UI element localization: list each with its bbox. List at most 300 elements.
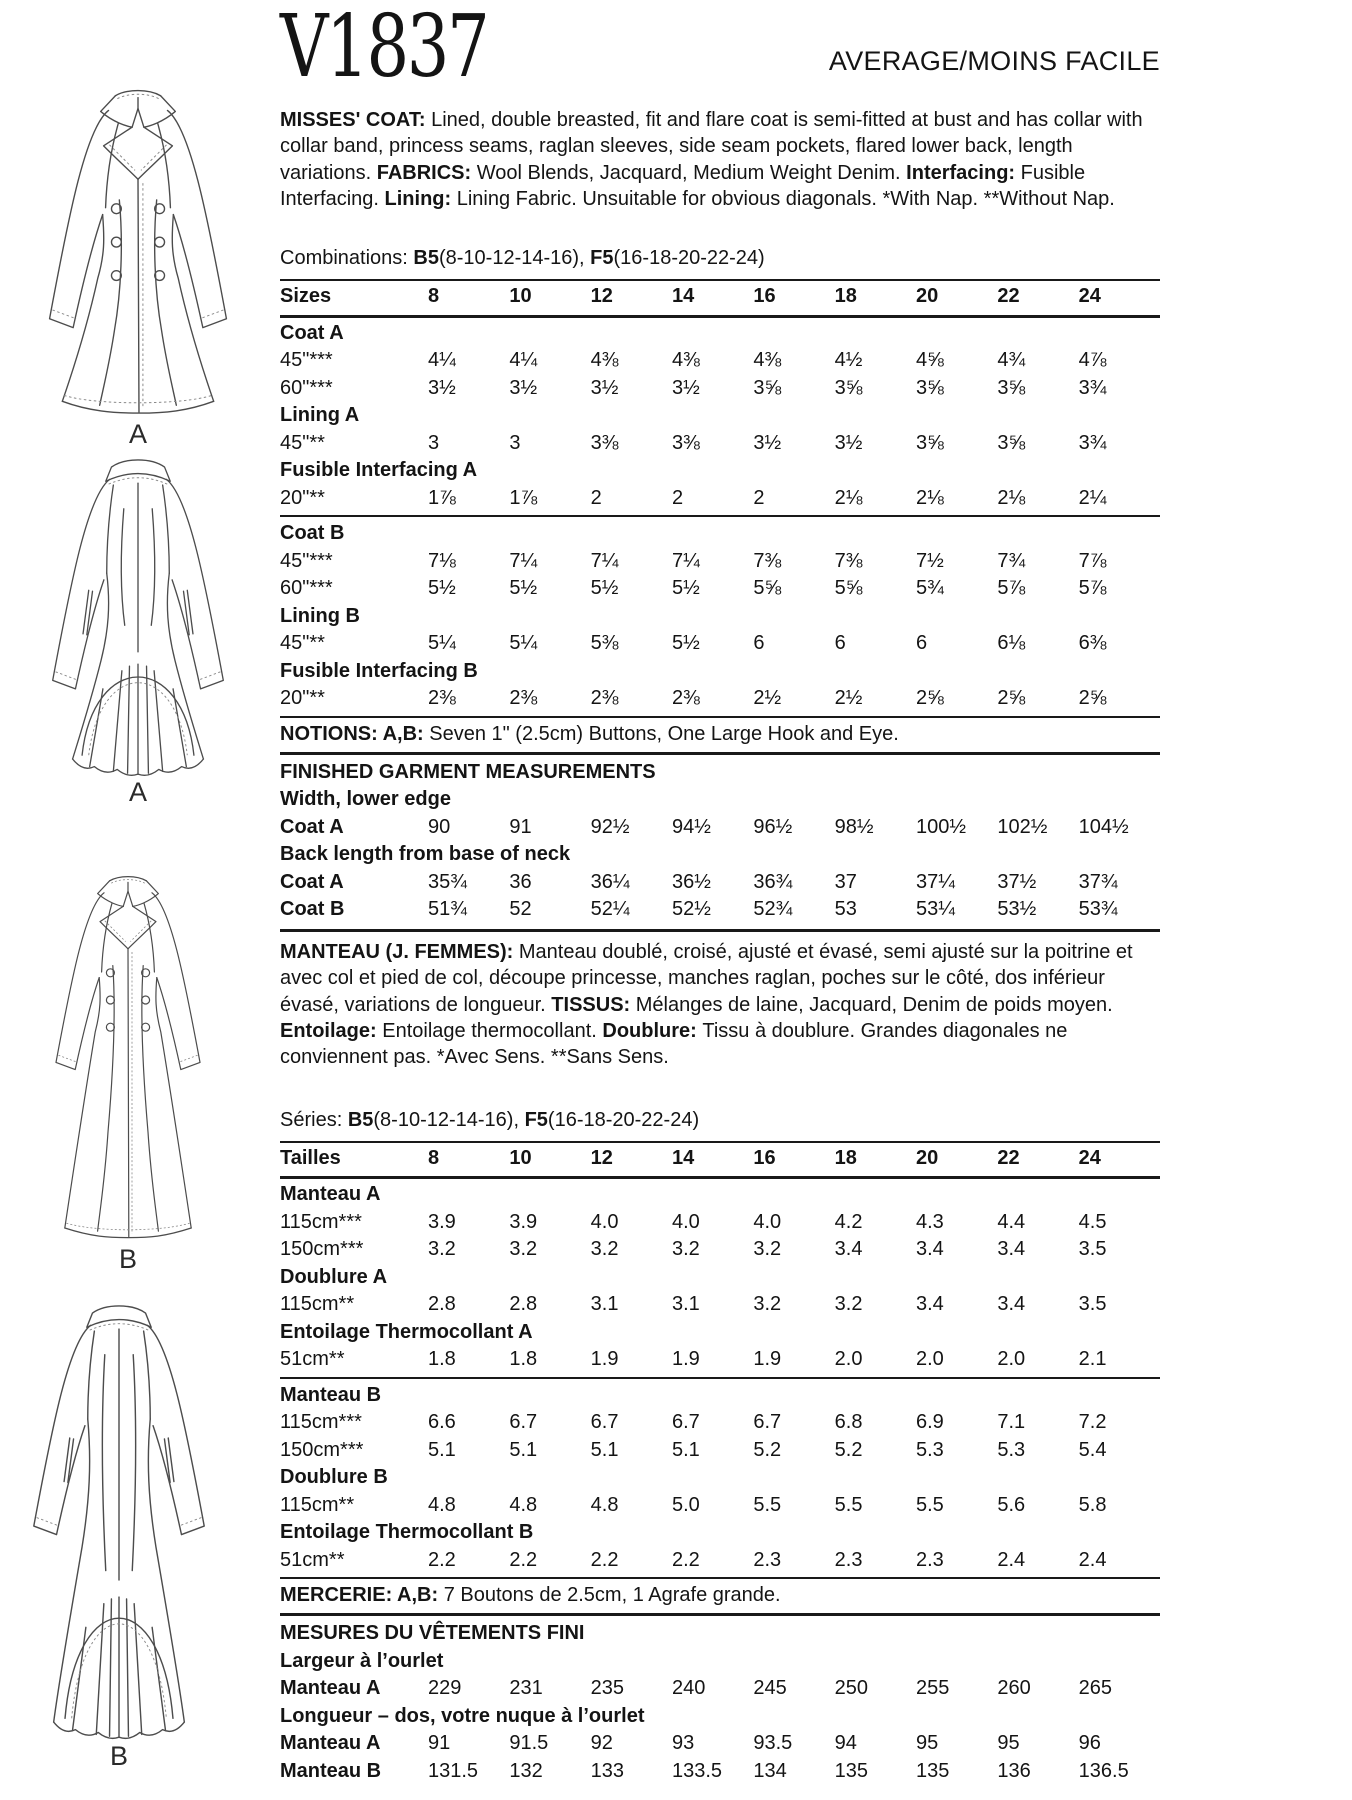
value-cell: 5½	[428, 577, 456, 600]
section-label: MESURES DU VÊTEMENTS FINI	[280, 1622, 585, 1645]
section-label: Coat B	[280, 522, 345, 545]
value-cell: 3.2	[834, 1293, 863, 1316]
row-label: Coat A	[280, 815, 344, 838]
value-cell: 4⅜	[672, 349, 700, 372]
value-cell: 4⅜	[590, 349, 619, 372]
pattern-number: V1837	[280, 0, 488, 97]
value-cell: 91	[428, 1732, 451, 1755]
text-segment: Lined, double breasted, fit and flare coat is semi-fitted at bust and has collar with collar band, princess seams, raglan sleeves, side seam pockets, flared lower back, length variations.	[280, 108, 1143, 184]
column-header: 10	[509, 285, 532, 308]
value-cell: 4.0	[672, 1210, 700, 1233]
section-label: Coat A	[280, 321, 344, 344]
value-cell: 2⅝	[997, 687, 1026, 710]
value-cell: 3.2	[672, 1238, 700, 1261]
value-cell: 4.0	[590, 1210, 619, 1233]
value-cell: 3½	[509, 376, 538, 399]
column-header: 22	[997, 285, 1020, 308]
value-cell: 91	[509, 815, 532, 838]
row-label: 45"**	[280, 431, 325, 454]
value-cell: 3	[509, 431, 521, 454]
column-header: 12	[590, 285, 613, 308]
value-cell: 52	[509, 898, 532, 921]
value-cell: 7½	[916, 549, 944, 572]
value-cell: 4⅞	[1078, 349, 1107, 372]
value-cell: 2½	[834, 687, 863, 710]
value-cell: 235	[590, 1677, 625, 1700]
value-cell: 53	[834, 898, 857, 921]
yardage-table-french	[280, 1143, 1160, 1575]
text-segment: MISSES' COAT:	[280, 108, 432, 131]
coat-a-front-figure	[14, 80, 262, 448]
value-cell: 131.5	[428, 1759, 479, 1782]
section-label: Manteau A	[280, 1183, 381, 1206]
value-cell: 231	[509, 1677, 543, 1700]
notions-line	[280, 718, 1160, 752]
section-label: Fusible Interfacing B	[280, 659, 478, 682]
coat-a-back-drawing	[29, 450, 247, 777]
section-label: Width, lower edge	[280, 788, 451, 811]
value-cell: 1⅞	[509, 486, 538, 509]
value-cell: 52½	[672, 898, 711, 921]
value-cell: 3.2	[753, 1293, 782, 1316]
value-cell: 35¾	[428, 870, 467, 893]
value-cell: 98½	[834, 815, 874, 838]
value-cell: 2.3	[834, 1548, 863, 1571]
table-rule	[280, 315, 1160, 318]
value-cell: 91.5	[509, 1732, 549, 1755]
column-header: 8	[428, 1146, 440, 1169]
text-segment: Lining:	[384, 187, 457, 210]
column-header: 20	[916, 1146, 939, 1169]
combinations-line	[280, 245, 1160, 279]
value-cell: 3.4	[997, 1238, 1026, 1261]
value-cell: 5⅝	[753, 577, 782, 600]
value-cell: 7¼	[590, 549, 619, 572]
value-cell: 5.8	[1078, 1493, 1107, 1516]
row-label: 115cm***	[280, 1411, 362, 1434]
text-segment: (16-18-20-22-24)	[547, 1108, 700, 1131]
text-segment: (16-18-20-22-24)	[613, 247, 765, 270]
value-cell: 7.1	[997, 1411, 1026, 1434]
value-cell: 37¾	[1078, 870, 1118, 893]
value-cell: 36½	[672, 870, 711, 893]
value-cell: 7⅜	[834, 549, 863, 572]
text-segment: FABRICS:	[376, 161, 477, 184]
value-cell: 2⅜	[590, 687, 619, 710]
value-cell: 4.8	[590, 1493, 619, 1516]
value-cell: 3.4	[916, 1238, 944, 1261]
value-cell: 2.3	[753, 1548, 782, 1571]
value-cell: 5⅞	[997, 577, 1026, 600]
value-cell: 7¼	[672, 549, 700, 572]
value-cell: 2⅛	[997, 486, 1026, 509]
value-cell: 102½	[997, 815, 1048, 838]
text-segment: Entoilage thermocollant.	[382, 1020, 603, 1043]
value-cell: 6.6	[428, 1411, 456, 1434]
value-cell: 2.0	[916, 1348, 944, 1371]
value-cell: 250	[834, 1677, 869, 1700]
value-cell: 2	[753, 486, 765, 509]
row-label: 115cm***	[280, 1210, 362, 1233]
value-cell: 132	[509, 1759, 543, 1782]
value-cell: 7⅜	[753, 549, 782, 572]
figure-label: B	[118, 1244, 137, 1274]
value-cell: 1⅞	[428, 486, 456, 509]
section-label: Entoilage Thermocollant A	[280, 1320, 533, 1343]
mercerie-line	[280, 1579, 1160, 1613]
text-segment: B5	[347, 1108, 374, 1131]
value-cell: 92	[590, 1732, 613, 1755]
series-line	[280, 1107, 1160, 1141]
value-cell: 92½	[590, 815, 630, 838]
figure-label: B	[109, 1741, 128, 1771]
value-cell: 3⅝	[916, 376, 944, 399]
value-cell: 7.2	[1078, 1411, 1107, 1434]
value-cell: 3⅝	[916, 431, 944, 454]
french-description	[280, 939, 1160, 1071]
value-cell: 3⅝	[997, 376, 1026, 399]
value-cell: 2.2	[672, 1548, 700, 1571]
value-cell: 2⅜	[672, 687, 700, 710]
value-cell: 1.9	[672, 1348, 700, 1371]
value-cell: 6.8	[834, 1411, 863, 1434]
value-cell: 6.7	[509, 1411, 538, 1434]
value-cell: 2⅜	[509, 687, 538, 710]
column-header: 18	[834, 285, 857, 308]
divider	[280, 1613, 1160, 1616]
value-cell: 136	[997, 1759, 1031, 1782]
value-cell: 2.0	[997, 1348, 1026, 1371]
value-cell: 2.3	[916, 1548, 944, 1571]
text-segment: Tissu à doublure. Grandes diagonales ne conviennent pas. *Avec Sens. **Sans Sens.	[280, 1020, 1068, 1069]
value-cell: 2⅜	[428, 687, 456, 710]
text-segment: Fusible Interfacing.	[280, 161, 1086, 210]
column-header: 14	[672, 285, 695, 308]
value-cell: 2.2	[428, 1548, 456, 1571]
value-cell: 2	[590, 486, 602, 509]
value-cell: 245	[753, 1677, 787, 1700]
section-label: Fusible Interfacing A	[280, 459, 478, 482]
value-cell: 52¼	[590, 898, 630, 921]
value-cell: 3.9	[509, 1210, 538, 1233]
finished-measurements-table	[280, 759, 1160, 924]
text-segment: Combinations:	[280, 247, 414, 270]
value-cell: 2.4	[997, 1548, 1026, 1571]
main-column	[280, 0, 1160, 1785]
column-header: 10	[509, 1146, 532, 1169]
section-label: Lining A	[280, 404, 360, 427]
section-label: FINISHED GARMENT MEASUREMENTS	[280, 760, 656, 783]
value-cell: 51¾	[428, 898, 467, 921]
value-cell: 240	[672, 1677, 706, 1700]
value-cell: 3.9	[428, 1210, 456, 1233]
column-header: 20	[916, 285, 939, 308]
value-cell: 36	[509, 870, 532, 893]
value-cell: 5.2	[753, 1438, 782, 1461]
coat-a-front-drawing	[25, 80, 251, 419]
coat-a-back-figure	[18, 450, 258, 806]
value-cell: 53½	[997, 898, 1037, 921]
value-cell: 255	[916, 1677, 950, 1700]
value-cell: 5.1	[672, 1438, 700, 1461]
value-cell: 5½	[672, 577, 700, 600]
column-header: 8	[428, 285, 440, 308]
value-cell: 7⅞	[1078, 549, 1107, 572]
value-cell: 96	[1078, 1732, 1101, 1755]
difficulty-label: AVERAGE/MOINS FACILE	[828, 46, 1160, 76]
value-cell: 2.2	[590, 1548, 619, 1571]
value-cell: 1.8	[428, 1348, 456, 1371]
value-cell: 3½	[590, 376, 619, 399]
value-cell: 3⅜	[672, 431, 700, 454]
column-header: 22	[997, 1146, 1020, 1169]
row-label: 45"***	[280, 349, 333, 372]
value-cell: 36¾	[753, 870, 793, 893]
row-label: 20"**	[280, 486, 325, 509]
value-cell: 4.5	[1078, 1210, 1107, 1233]
value-cell: 4.4	[997, 1210, 1026, 1233]
column-header: 16	[753, 1146, 776, 1169]
value-cell: 6.7	[753, 1411, 782, 1434]
row-label: 60"***	[280, 577, 333, 600]
text-segment: Lining Fabric. Unsuitable for obvious diagonals. *With Nap. **Without Nap.	[456, 187, 1115, 210]
value-cell: 104½	[1078, 815, 1129, 838]
text-segment: Mélanges de laine, Jacquard, Denim de poids moyen.	[635, 993, 1113, 1016]
section-label: Doublure B	[280, 1466, 388, 1489]
value-cell: 1.8	[509, 1348, 538, 1371]
value-cell: 3¾	[1078, 431, 1107, 454]
value-cell: 4.8	[428, 1493, 456, 1516]
column-header: 24	[1078, 285, 1101, 308]
value-cell: 52¾	[753, 898, 793, 921]
text-segment: NOTIONS: A,B:	[280, 722, 430, 745]
column-header: 18	[834, 1146, 857, 1169]
coat-b-front-figure	[36, 868, 220, 1273]
value-cell: 3.5	[1078, 1238, 1107, 1261]
value-cell: 7¼	[509, 549, 538, 572]
value-cell: 5.5	[834, 1493, 863, 1516]
value-cell: 229	[428, 1677, 462, 1700]
section-label: Largeur à l’ourlet	[280, 1649, 444, 1672]
text-segment: MERCERIE: A,B:	[280, 1584, 444, 1607]
row-label: 60"***	[280, 376, 333, 399]
text-segment: Seven 1" (2.5cm) Buttons, One Large Hook and Eye.	[429, 722, 899, 745]
value-cell: 2.8	[509, 1293, 538, 1316]
value-cell: 134	[753, 1759, 787, 1782]
value-cell: 93.5	[753, 1732, 793, 1755]
coat-b-back-drawing	[10, 1296, 228, 1741]
value-cell: 1.9	[590, 1348, 619, 1371]
value-cell: 94	[834, 1732, 857, 1755]
value-cell: 4⅝	[916, 349, 944, 372]
row-label: Manteau A	[280, 1677, 381, 1700]
text-segment: F5	[524, 1108, 548, 1131]
value-cell: 3.2	[753, 1238, 782, 1261]
value-cell: 2.2	[509, 1548, 538, 1571]
value-cell: 136.5	[1078, 1759, 1129, 1782]
section-label: Doublure A	[280, 1265, 388, 1288]
value-cell: 4.0	[753, 1210, 782, 1233]
value-cell: 5½	[672, 632, 700, 655]
value-cell: 2	[672, 486, 684, 509]
value-cell: 93	[672, 1732, 695, 1755]
text-segment: (8-10-12-14-16),	[373, 1108, 525, 1131]
column-header: Sizes	[280, 285, 332, 308]
value-cell: 5¼	[428, 632, 456, 655]
value-cell: 6.9	[916, 1411, 944, 1434]
value-cell: 5.2	[834, 1438, 863, 1461]
text-segment: Séries:	[280, 1108, 348, 1131]
value-cell: 3.2	[509, 1238, 538, 1261]
value-cell: 6.7	[672, 1411, 700, 1434]
value-cell: 2.8	[428, 1293, 456, 1316]
value-cell: 2⅝	[916, 687, 944, 710]
value-cell: 5.1	[428, 1438, 456, 1461]
value-cell: 5¾	[916, 577, 944, 600]
value-cell: 5.5	[916, 1493, 944, 1516]
value-cell: 3⅝	[997, 431, 1026, 454]
row-label: Manteau A	[280, 1732, 381, 1755]
value-cell: 5.4	[1078, 1438, 1107, 1461]
value-cell: 4.8	[509, 1493, 538, 1516]
row-label: 150cm***	[280, 1438, 364, 1461]
row-label: 20"**	[280, 687, 325, 710]
section-label: Entoilage Thermocollant B	[280, 1521, 534, 1544]
value-cell: 3⅝	[834, 376, 863, 399]
value-cell: 37¼	[916, 870, 955, 893]
value-cell: 4½	[834, 349, 863, 372]
text-segment: Interfacing:	[906, 161, 1021, 184]
coat-b-back-figure	[10, 1296, 228, 1770]
value-cell: 100½	[916, 815, 967, 838]
value-cell: 2.1	[1078, 1348, 1107, 1371]
value-cell: 4⅜	[753, 349, 782, 372]
value-cell: 3.2	[590, 1238, 619, 1261]
value-cell: 3½	[834, 431, 863, 454]
value-cell: 3.4	[997, 1293, 1026, 1316]
row-label: Coat B	[280, 898, 345, 921]
value-cell: 94½	[672, 815, 711, 838]
text-segment: Doublure:	[602, 1020, 703, 1043]
value-cell: 133	[590, 1759, 625, 1782]
value-cell: 6⅜	[1078, 632, 1107, 655]
value-cell: 7⅛	[428, 549, 456, 572]
value-cell: 2.4	[1078, 1548, 1107, 1571]
row-label: 115cm**	[280, 1293, 355, 1316]
section-label: Lining B	[280, 604, 360, 627]
text-segment: (8-10-12-14-16),	[438, 247, 591, 270]
value-cell: 3¾	[1078, 376, 1107, 399]
value-cell: 5.6	[997, 1493, 1026, 1516]
row-label: 150cm***	[280, 1238, 364, 1261]
row-label: Manteau B	[280, 1759, 382, 1782]
value-cell: 2⅝	[1078, 687, 1107, 710]
value-cell: 3.2	[428, 1238, 456, 1261]
value-cell: 2⅛	[834, 486, 863, 509]
value-cell: 5½	[509, 577, 538, 600]
value-cell: 7¾	[997, 549, 1026, 572]
value-cell: 90	[428, 815, 451, 838]
value-cell: 2⅛	[916, 486, 944, 509]
value-cell: 5.5	[753, 1493, 782, 1516]
value-cell: 4.2	[834, 1210, 863, 1233]
value-cell: 135	[916, 1759, 950, 1782]
row-label: 45"**	[280, 632, 325, 655]
value-cell: 95	[916, 1732, 939, 1755]
text-segment: Wool Blends, Jacquard, Medium Weight Denim.	[476, 161, 907, 184]
value-cell: 3.5	[1078, 1293, 1107, 1316]
value-cell: 95	[997, 1732, 1020, 1755]
row-label: 115cm**	[280, 1493, 355, 1516]
value-cell: 53¾	[1078, 898, 1118, 921]
value-cell: 5¼	[509, 632, 538, 655]
illustration-column	[0, 0, 272, 1800]
value-cell: 6⅛	[997, 632, 1026, 655]
column-header: 16	[753, 285, 776, 308]
value-cell: 5⅜	[590, 632, 619, 655]
value-cell: 1.9	[753, 1348, 782, 1371]
value-cell: 53¼	[916, 898, 955, 921]
column-header: 14	[672, 1146, 695, 1169]
section-label: Longueur – dos, votre nuque à l’ourlet	[280, 1704, 645, 1727]
figure-label: A	[128, 777, 147, 807]
divider	[280, 929, 1160, 932]
value-cell: 5½	[590, 577, 619, 600]
value-cell: 3.1	[672, 1293, 700, 1316]
value-cell: 4¼	[428, 349, 456, 372]
row-label: 45"***	[280, 549, 333, 572]
value-cell: 2½	[753, 687, 782, 710]
value-cell: 5⅝	[834, 577, 863, 600]
divider	[280, 752, 1160, 755]
text-segment: F5	[590, 247, 614, 270]
section-label: Back length from base of neck	[280, 843, 571, 866]
column-header: Tailles	[280, 1146, 341, 1169]
value-cell: 3.4	[916, 1293, 944, 1316]
value-cell: 5⅞	[1078, 577, 1107, 600]
value-cell: 260	[997, 1677, 1031, 1700]
value-cell: 5.3	[916, 1438, 944, 1461]
value-cell: 3⅝	[753, 376, 782, 399]
row-label: Coat A	[280, 870, 344, 893]
yardage-table-english	[280, 281, 1160, 713]
table-rule	[280, 1377, 1160, 1379]
coat-b-front-drawing	[36, 868, 220, 1244]
value-cell: 6	[916, 632, 928, 655]
column-header: 24	[1078, 1146, 1101, 1169]
value-cell: 5.3	[997, 1438, 1026, 1461]
figure-label: A	[128, 419, 147, 449]
value-cell: 37½	[997, 870, 1037, 893]
value-cell: 3.1	[590, 1293, 619, 1316]
value-cell: 37	[834, 870, 857, 893]
value-cell: 3½	[672, 376, 700, 399]
value-cell: 3	[428, 431, 440, 454]
section-label: Manteau B	[280, 1383, 382, 1406]
text-segment: 7 Boutons de 2.5cm, 1 Agrafe grande.	[443, 1584, 781, 1607]
value-cell: 3.4	[834, 1238, 863, 1261]
table-rule	[280, 515, 1160, 517]
value-cell: 6.7	[590, 1411, 619, 1434]
value-cell: 96½	[753, 815, 793, 838]
value-cell: 4.3	[916, 1210, 944, 1233]
text-segment: B5	[413, 247, 439, 270]
table-rule	[280, 1176, 1160, 1179]
text-segment: Manteau doublé, croisé, ajusté et évasé, semi ajusté sur la poitrine et avec col et pied de col, découpe princesse, manches raglan, poches sur le côté, dos inférieur évasé, variations de longueur.	[280, 940, 1133, 1016]
value-cell: 3½	[428, 376, 456, 399]
mesures-table	[280, 1620, 1160, 1785]
column-header: 12	[590, 1146, 613, 1169]
